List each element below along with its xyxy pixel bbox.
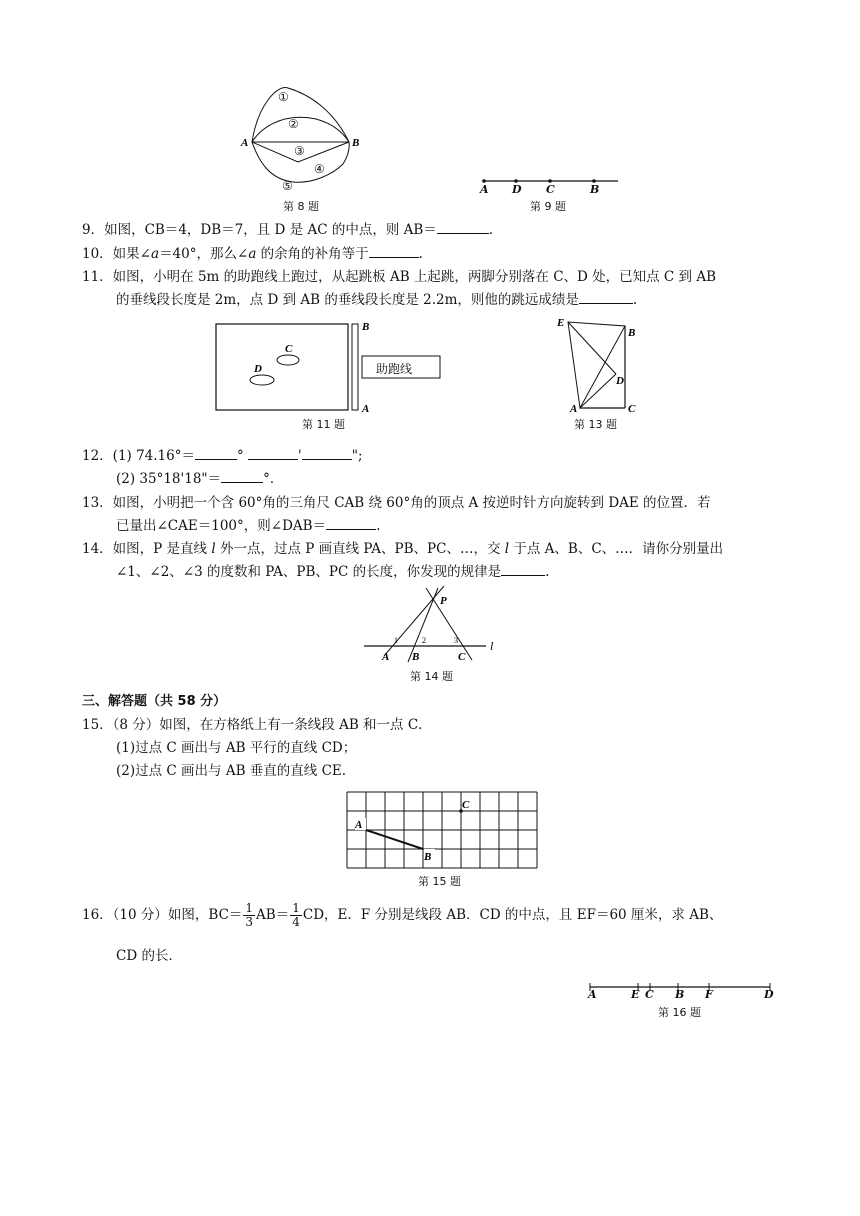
point-a-16: A [588,988,597,1001]
question-13-line-2: 已量出∠CAE＝100°，则∠DAB＝ . [116,518,381,534]
figure-13 [550,312,650,416]
question-11-line-2: 的垂线段长度是 2m，点 D 到 AB 的垂线段长度是 2.2m，则他的跳远成绩是 . [116,292,638,308]
label-2: ② [288,117,299,131]
question-14-line-1: 14．如图，P 是直线 l 外一点，过点 P 画直线 PA、PB、PC、…，交 l 于点 A、B、C、…．请你分别量出 [82,541,724,557]
fraction-one-fourth: $\frac{1}{4}$ [292,901,300,929]
runway-label: 助跑线 [376,362,413,376]
svg-text:D: D [616,375,624,387]
figure-15-caption: 第 15 题 [418,875,461,888]
svg-text:l: l [490,639,494,653]
svg-text:B: B [352,137,360,149]
question-9-text: 9．如图，CB＝4，DB＝7，且 D 是 AC 的中点，则 AB＝ [82,222,437,238]
svg-text:D: D [254,363,262,375]
svg-text:A: A [355,819,363,831]
question-16-line-1: 16．（10 分）如图，BC＝ $\frac{1}{3}$ AB＝ $\frac{1}{4}$ CD，E．F 分别是线段 AB．CD 的中点，且 EF＝60 厘米，求 AB、 [82,901,723,929]
question-15-line-1: 15．（8 分）如图，在方格纸上有一条线段 AB 和一点 C． [82,717,432,733]
section-3-heading: 三、解答题（共 58 分） [82,694,227,709]
svg-text:A: A [382,651,390,663]
svg-text:E: E [557,317,565,329]
question-16-line-2: CD 的长． [116,948,182,964]
point-c: C [546,183,555,196]
point-c-16: C [645,988,654,1001]
question-9: 9．如图，CB＝4，DB＝7，且 D 是 AC 的中点，则 AB＝ . [82,222,494,238]
label-4: ④ [314,162,325,176]
svg-text:C: C [285,343,293,355]
svg-text:B: B [628,327,636,339]
fraction-one-third: $\frac{1}{3}$ [245,901,254,929]
label-5: ⑤ [282,179,293,193]
figure-9-caption: 第 9 题 [530,200,566,213]
svg-text:A: A [362,403,370,414]
point-e-16: E [631,988,640,1001]
svg-text:3: 3 [454,636,458,645]
svg-text:C: C [628,403,636,415]
point-d-16: D [764,988,774,1001]
question-11-line-1: 11．如图，小明在 5m 的助跑线上跑过，从起跳板 AB 上起跳，两脚分别落在 C、D 处，已知点 C 到 AB [82,269,717,285]
question-12-line-1: 12．(1) 74.16°＝ ° ' "; [82,448,363,464]
question-12-line-2: (2) 35°18'18"＝ °． [116,471,284,487]
figure-13-caption: 第 13 题 [574,418,617,431]
figure-16-caption: 第 16 题 [658,1006,701,1019]
svg-text:B: B [362,321,370,333]
svg-text:1: 1 [394,636,398,645]
figure-15 [345,790,540,870]
question-15-line-2: (1)过点 C 画出与 AB 平行的直线 CD； [116,740,357,756]
point-b-16: B [675,988,685,1001]
svg-text:B: B [424,851,432,863]
point-a: A [480,183,489,196]
svg-text:B: B [412,651,420,663]
point-b: B [590,183,600,196]
question-10: 10．如果∠a＝40°，那么∠a 的余角的补角等于 . [82,246,423,262]
figure-14 [360,584,505,664]
svg-text:A: A [241,137,249,149]
figure-14-caption: 第 14 题 [410,670,453,683]
point-d: D [512,183,522,196]
svg-text:2: 2 [422,636,426,645]
figure-11-caption: 第 11 题 [302,418,345,431]
question-13-line-1: 13．如图，小明把一个含 60°角的三角尺 CAB 绕 60°角的顶点 A 按逆时针方向旋转到 DAE 的位置．若 [82,495,711,511]
svg-text:C: C [462,799,470,811]
svg-text:C: C [458,651,466,663]
svg-text:A: A [570,403,578,415]
question-14-line-2: ∠1、∠2、∠3 的度数和 PA、PB、PC 的长度，你发现的规律是 . [116,564,550,580]
svg-text:P: P [440,595,447,607]
label-1: ① [278,90,289,104]
question-15-line-3: (2)过点 C 画出与 AB 垂直的直线 CE. [116,763,347,779]
figure-8-caption: 第 8 题 [283,200,319,213]
label-3: ③ [294,144,305,158]
figure-8 [238,84,368,194]
point-f-16: F [705,988,713,1001]
